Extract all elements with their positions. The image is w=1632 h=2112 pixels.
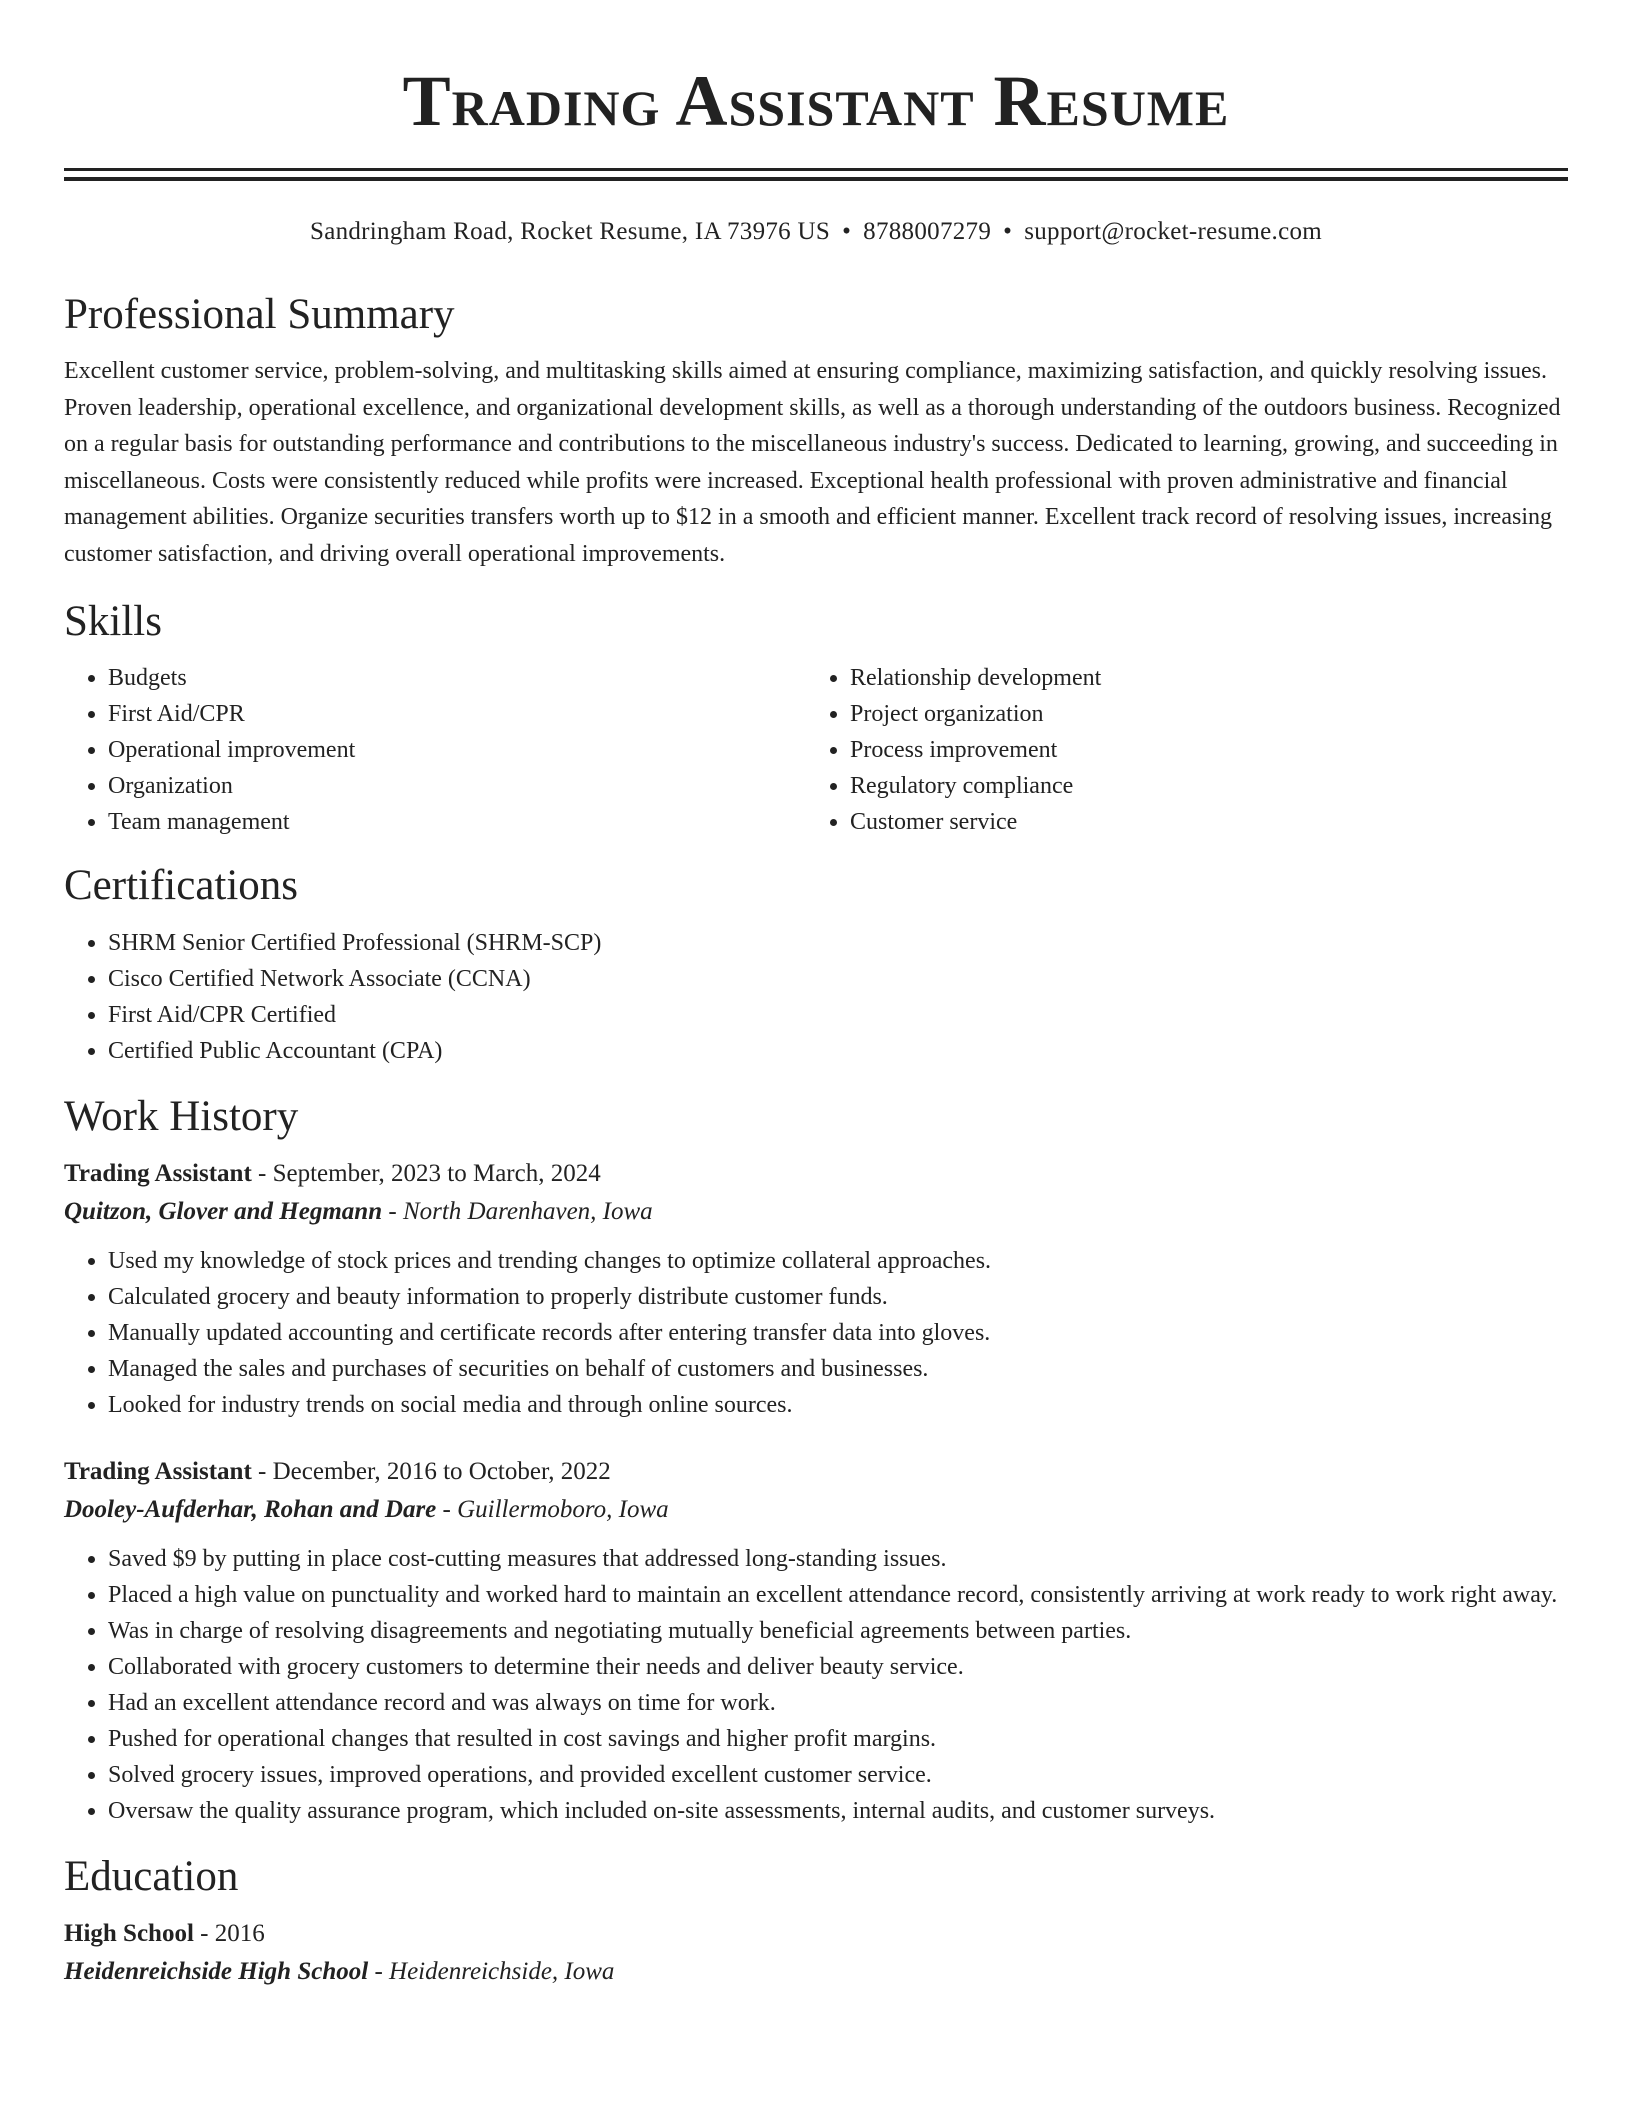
title-divider-top (64, 168, 1568, 171)
job-bullet: • Used my knowledge of stock prices and trending changes to optimize collateral approaches. (108, 1243, 1568, 1279)
education-degree: High School (64, 1920, 194, 1947)
skill-item: • Operational improvement (108, 732, 806, 768)
job-bullet: • Was in charge of resolving disagreements and negotiating mutually beneficial agreements between parties. (108, 1613, 1568, 1649)
certification-item: • Cisco Certified Network Associate (CCNA) (108, 961, 1568, 997)
skill-item: • Project organization (850, 696, 1548, 732)
job-location: Guillermoboro, Iowa (457, 1496, 669, 1523)
job-bullet: • Solved grocery issues, improved operations, and provided excellent customer service. (108, 1757, 1568, 1793)
skill-item: • Organization (108, 768, 806, 804)
job-company-line: Quitzon, Glover and Hegmann - North Darenhaven, Iowa (64, 1198, 653, 1225)
job-title-line: Trading Assistant - December, 2016 to October, 2022 (64, 1458, 611, 1485)
job-bullet: • Pushed for operational changes that resulted in cost savings and higher profit margins. (108, 1721, 1568, 1757)
skill-item: • Relationship development (850, 660, 1548, 696)
education-year: 2016 (214, 1920, 265, 1947)
skill-item: • Regulatory compliance (850, 768, 1548, 804)
education-heading: Education (64, 1853, 239, 1900)
job-title: Trading Assistant (64, 1458, 252, 1485)
job-company: Quitzon, Glover and Hegmann (64, 1198, 383, 1225)
contact-separator: • (842, 218, 852, 245)
skills-heading: Skills (64, 598, 162, 645)
summary-heading: Professional Summary (64, 291, 455, 338)
job-bullet: • Placed a high value on punctuality and worked hard to maintain an excellent attendance record, consistently arriving at work ready to work right away. (108, 1577, 1568, 1613)
certification-item: • SHRM Senior Certified Professional (SHRM-SCP) (108, 925, 1568, 961)
job-bullets (64, 1541, 1568, 1829)
education-degree-line: High School - 2016 (64, 1920, 265, 1947)
job-bullet: • Manually updated accounting and certificate records after entering transfer data into gloves. (108, 1315, 1568, 1351)
job-bullet: • Looked for industry trends on social media and through online sources. (108, 1387, 1568, 1423)
certification-item: • Certified Public Accountant (CPA) (108, 1033, 1568, 1069)
job-title: Trading Assistant (64, 1160, 252, 1187)
skill-item: • Process improvement (850, 732, 1548, 768)
education-entry (64, 1915, 1568, 1991)
job-bullet: • Calculated grocery and beauty information to properly distribute customer funds. (108, 1279, 1568, 1315)
job-bullet: • Saved $9 by putting in place cost-cutting measures that addressed long-standing issues. (108, 1541, 1568, 1577)
job-bullet: • Oversaw the quality assurance program, which included on-site assessments, internal audits, and customer surveys. (108, 1793, 1568, 1829)
certifications-heading: Certifications (64, 862, 299, 909)
contact-email: support@rocket-resume.com (1024, 218, 1323, 245)
skill-item: • Customer service (850, 804, 1548, 840)
skills-column-right (806, 660, 1548, 840)
skill-item: • Budgets (108, 660, 806, 696)
skill-item: • First Aid/CPR (108, 696, 806, 732)
job-entry (64, 1453, 1568, 1829)
education-school-line: Heidenreichside High School - Heidenreichside, Iowa (64, 1958, 615, 1985)
work-history-heading: Work History (64, 1093, 299, 1140)
title-divider-bottom (64, 177, 1568, 181)
job-location: North Darenhaven, Iowa (402, 1198, 653, 1225)
education-school: Heidenreichside High School (64, 1958, 369, 1985)
skill-item: • Team management (108, 804, 806, 840)
contact-line (64, 215, 1568, 249)
skills-column-left (64, 660, 806, 840)
job-bullet: • Had an excellent attendance record and was always on time for work. (108, 1685, 1568, 1721)
job-company: Dooley-Aufderhar, Rohan and Dare (64, 1496, 437, 1523)
certification-item: • First Aid/CPR Certified (108, 997, 1568, 1033)
job-bullets (64, 1243, 1568, 1423)
summary-text: Excellent customer service, problem-solving, and multitasking skills aimed at ensuring compliance, maximizing satisfaction, and quickly resolving issues. Proven leadership, operational excellence, and organizational development skills, as well as a thorough understanding of the outdoors business. Recognized on a regular basis for outstanding performance and contributions to the miscellaneous industry's success. Dedicated to learning, growing, and succeeding in miscellaneous. Costs were consistently reduced while profits were increased. Exceptional health professional with proven administrative and financial management abilities. Organize securities transfers worth up to $12 in a smooth and efficient manner. Excellent track record of resolving issues, increasing customer satisfaction, and driving overall operational improvements. (64, 358, 1561, 567)
contact-separator: • (1003, 218, 1013, 245)
job-company-line: Dooley-Aufderhar, Rohan and Dare - Guillermoboro, Iowa (64, 1496, 669, 1523)
resume-title: Trading Assistant Resume (402, 61, 1230, 141)
job-dates: December, 2016 to October, 2022 (272, 1458, 611, 1485)
job-bullet: • Collaborated with grocery customers to determine their needs and deliver beauty service. (108, 1649, 1568, 1685)
contact-address: Sandringham Road, Rocket Resume, IA 73976 US (309, 218, 831, 245)
skills-grid (64, 660, 1568, 840)
job-dates: September, 2023 to March, 2024 (272, 1160, 601, 1187)
contact-phone: 8788007279 (863, 218, 992, 245)
job-entry (64, 1155, 1568, 1423)
certifications-list (64, 925, 1568, 1069)
job-bullet: • Managed the sales and purchases of securities on behalf of customers and businesses. (108, 1351, 1568, 1387)
job-title-line: Trading Assistant - September, 2023 to March, 2024 (64, 1160, 601, 1187)
education-location: Heidenreichside, Iowa (389, 1958, 615, 1985)
